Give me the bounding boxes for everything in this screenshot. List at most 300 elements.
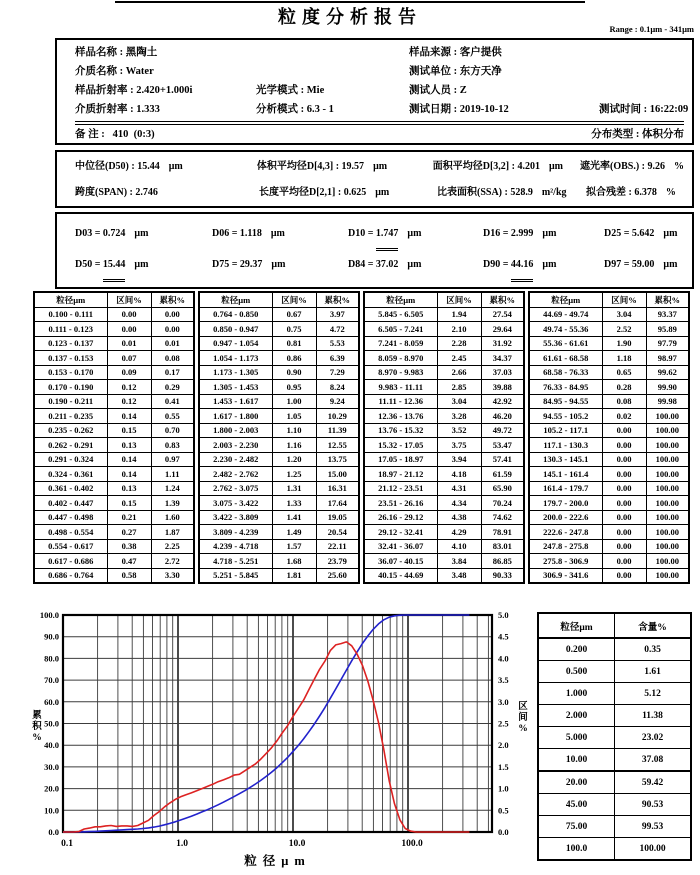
content-percent-cell: 5.12 [615,683,692,705]
table-row [199,481,359,496]
interval-percent-cell: 0.00 [602,467,646,482]
size-range-cell: 7.241 - 8.059 [364,336,437,351]
table-row [529,336,689,351]
result-summary-box [55,150,694,208]
table-row [538,727,691,749]
interval-percent-cell: 0.65 [602,365,646,380]
size-range-cell: 1.800 - 2.003 [199,423,272,438]
table-row [364,380,524,395]
content-percent-cell: 99.53 [615,816,692,838]
column-header: 粒径μm [538,613,615,638]
table-row [199,554,359,569]
summary-label-value: 比表面积(SSA) : 528.9 [437,187,533,198]
right-axis-tick-label: 0.5 [498,805,509,816]
column-header: 区间% [107,292,151,307]
table-row [34,568,194,583]
size-range-cell: 3.809 - 4.239 [199,525,272,540]
table-row [34,452,194,467]
size-range-cell: 2.230 - 2.482 [199,452,272,467]
size-range-cell: 0.498 - 0.554 [34,525,107,540]
d-value-name: D84 = [348,259,376,270]
size-range-cell: 8.059 - 8.970 [364,351,437,366]
table-row [34,365,194,380]
table-row [529,568,689,583]
size-range-cell: 5.845 - 6.505 [364,307,437,322]
table-row [199,568,359,583]
size-range-cell: 0.447 - 0.498 [34,510,107,525]
d-value-name: D03 = [75,228,103,239]
d-value-field [75,251,212,282]
cumulative-percent-cell: 15.00 [316,467,359,482]
content-percent-cell: 1.61 [615,661,692,683]
size-range-cell: 44.69 - 49.74 [529,307,602,322]
remark-row [75,121,684,146]
cumulative-percent-cell: 95.89 [646,322,689,337]
interval-percent-cell: 0.00 [602,568,646,583]
size-cell: 5.000 [538,727,615,749]
d-value-name: D06 = [212,228,240,239]
table-row [529,365,689,380]
interval-percent-cell: 1.68 [272,554,316,569]
table-row [199,409,359,424]
cumulative-percent-cell: 70.24 [481,496,524,511]
size-range-cell: 130.3 - 145.1 [529,452,602,467]
size-table-group [363,291,525,584]
cumulative-percent-cell: 53.47 [481,438,524,453]
table-row [199,438,359,453]
content-percent-table [537,612,692,861]
unit-label: μm [548,161,563,172]
cumulative-percent-cell: 1.11 [151,467,194,482]
size-range-cell: 6.505 - 7.241 [364,322,437,337]
size-range-cell: 3.075 - 3.422 [199,496,272,511]
interval-percent-cell: 4.34 [437,496,481,511]
cumulative-percent-cell: 100.00 [646,525,689,540]
d-value-field [75,220,212,251]
interval-percent-cell: 1.31 [272,481,316,496]
info-field: 样品来源 : 客户提供 [409,47,502,58]
table-row [529,539,689,554]
remark-field: 备 注 : 410 (0:3) [75,129,155,140]
d-value-field [212,220,348,251]
cumulative-percent-cell: 25.60 [316,568,359,583]
size-cell: 45.00 [538,794,615,816]
table-row [538,705,691,727]
table-row [364,481,524,496]
cumulative-percent-cell: 7.29 [316,365,359,380]
right-axis-title: % [518,724,528,734]
cumulative-percent-cell: 90.33 [481,568,524,583]
interval-percent-cell: 4.31 [437,481,481,496]
d-value-number: 2.999 [510,228,534,239]
left-axis-tick-label: 20.0 [44,783,59,794]
summary-label-value: 体积平均径D[4,3] : 19.57 [256,161,365,172]
info-field: 样品名称 : 黑陶土 [75,47,158,58]
interval-percent-cell: 0.00 [602,539,646,554]
size-range-cell: 5.251 - 5.845 [199,568,272,583]
d-value-name: D16 = [483,228,511,239]
size-range-cell: 40.15 - 44.69 [364,568,437,583]
cumulative-percent-cell: 83.01 [481,539,524,554]
size-range-cell: 179.7 - 200.0 [529,496,602,511]
info-row [75,100,689,119]
interval-percent-cell: 2.28 [437,336,481,351]
interval-percent-cell: 0.81 [272,336,316,351]
unit-label: μm [168,161,183,172]
info-field: 测试单位 : 东方天净 [409,66,502,77]
right-axis-tick-label: 0.0 [498,827,509,837]
interval-percent-cell: 2.66 [437,365,481,380]
left-axis-title: 积 [32,722,42,732]
info-field: 介质名称 : Water [75,66,154,77]
size-range-cell: 0.170 - 0.190 [34,380,107,395]
info-field: 光学模式 : Mie [256,85,325,96]
summary-field [433,154,580,180]
unit-label: % [665,187,676,198]
size-range-cell: 12.36 - 13.76 [364,409,437,424]
info-field: 样品折射率 : 2.420+1.000i [75,85,193,96]
size-range-cell: 0.137 - 0.153 [34,351,107,366]
cumulative-percent-cell: 31.92 [481,336,524,351]
right-axis-tick-label: 2.5 [498,718,509,729]
interval-percent-cell: 1.81 [272,568,316,583]
table-row [199,322,359,337]
content-percent-cell: 11.38 [615,705,692,727]
interval-percent-cell: 1.94 [437,307,481,322]
unit-label: μm [542,228,557,239]
d-value-field [483,220,604,251]
table-row [199,452,359,467]
interval-percent-cell: 2.45 [437,351,481,366]
column-header: 粒径μm [364,292,437,307]
summary-field [437,180,586,206]
size-range-cell: 0.554 - 0.617 [34,539,107,554]
interval-percent-cell: 0.00 [602,452,646,467]
size-range-cell: 0.153 - 0.170 [34,365,107,380]
size-range-cell: 306.9 - 341.6 [529,568,602,583]
cumulative-percent-cell: 23.79 [316,554,359,569]
size-range-cell: 1.173 - 1.305 [199,365,272,380]
left-axis-tick-label: 0.0 [48,827,59,837]
interval-percent-cell: 3.04 [602,307,646,322]
cumulative-percent-cell: 0.29 [151,380,194,395]
content-percent-cell: 59.42 [615,771,692,794]
interval-percent-cell: 0.13 [107,438,151,453]
table-row [529,394,689,409]
summary-field [75,154,257,180]
table-row [199,336,359,351]
cumulative-percent-cell: 57.41 [481,452,524,467]
info-field: 测试日期 : 2019-10-12 [409,104,509,115]
cumulative-percent-cell: 0.00 [151,322,194,337]
summary-label-value: 遮光率(OBS.) : 9.26 [580,161,665,172]
size-range-cell: 1.054 - 1.173 [199,351,272,366]
cumulative-percent-cell: 10.29 [316,409,359,424]
cumulative-percent-cell: 2.72 [151,554,194,569]
interval-percent-cell: 0.14 [107,409,151,424]
distribution-chart [28,606,533,872]
cumulative-percent-cell: 99.62 [646,365,689,380]
content-percent-cell: 37.08 [615,749,692,772]
d-value-number: 1.747 [376,220,399,251]
interval-percent-cell: 1.25 [272,467,316,482]
interval-percent-cell: 4.38 [437,510,481,525]
left-axis-tick-label: 70.0 [44,675,59,686]
table-row [34,481,194,496]
summary-field [586,180,676,206]
size-range-cell: 2.482 - 2.762 [199,467,272,482]
left-axis-tick-label: 10.0 [44,805,59,816]
size-range-cell: 29.12 - 32.41 [364,525,437,540]
d-value-field [604,220,677,251]
d-value-field [212,251,348,282]
interval-percent-cell: 1.00 [272,394,316,409]
interval-percent-cell: 0.00 [602,525,646,540]
interval-percent-cell: 3.52 [437,423,481,438]
interval-percent-cell: 1.18 [602,351,646,366]
size-range-cell: 161.4 - 179.7 [529,481,602,496]
cumulative-percent-cell: 1.87 [151,525,194,540]
interval-percent-cell: 4.29 [437,525,481,540]
right-axis-tick-label: 2.0 [498,740,509,751]
size-table-group [198,291,360,584]
content-table-header-row [538,613,691,638]
interval-percent-cell: 0.00 [602,481,646,496]
column-header: 累积% [646,292,689,307]
size-cell: 0.200 [538,638,615,661]
size-table-group [33,291,195,584]
column-header: 粒径μm [529,292,602,307]
interval-percent-cell: 0.58 [107,568,151,583]
interval-percent-cell: 0.01 [107,336,151,351]
summary-label-value: 面积平均径D[3,2] : 4.201 [432,161,540,172]
content-percent-cell: 0.35 [615,638,692,661]
table-row [364,510,524,525]
d-value-number: 44.16 [511,251,534,282]
cumulative-percent-cell: 34.37 [481,351,524,366]
table-row [364,409,524,424]
size-range-cell: 0.764 - 0.850 [199,307,272,322]
size-range-cell: 94.55 - 105.2 [529,409,602,424]
d-value-name: D50 = [75,259,103,270]
interval-percent-cell: 1.33 [272,496,316,511]
interval-percent-cell: 0.00 [602,496,646,511]
table-row [529,467,689,482]
table-row [529,307,689,322]
interval-percent-cell: 4.18 [437,467,481,482]
left-axis-title: % [32,733,42,743]
cumulative-percent-cell: 0.08 [151,351,194,366]
size-cell: 10.00 [538,749,615,772]
d-value-number: 15.44 [103,251,126,282]
interval-percent-cell: 3.75 [437,438,481,453]
size-range-cell: 1.305 - 1.453 [199,380,272,395]
cumulative-percent-cell: 37.03 [481,365,524,380]
table-row [364,351,524,366]
interval-percent-cell: 1.16 [272,438,316,453]
table-row [364,336,524,351]
interval-percent-cell: 0.00 [602,423,646,438]
cumulative-percent-cell: 100.00 [646,481,689,496]
size-range-cell: 2.762 - 3.075 [199,481,272,496]
interval-percent-cell: 4.10 [437,539,481,554]
table-row [34,380,194,395]
size-range-cell: 0.190 - 0.211 [34,394,107,409]
interval-percent-cell: 0.07 [107,351,151,366]
info-field: 分析模式 : 6.3 - 1 [256,104,334,115]
x-axis-tick-label: 0.1 [61,839,73,849]
interval-percent-cell: 0.75 [272,322,316,337]
interval-percent-cell: 0.00 [107,322,151,337]
cumulative-percent-cell: 99.90 [646,380,689,395]
cumulative-percent-cell: 100.00 [646,409,689,424]
right-axis-tick-label: 4.5 [498,631,509,642]
size-table-header-row [199,292,359,307]
interval-percent-cell: 3.48 [437,568,481,583]
unit-label: μm [271,259,286,270]
cumulative-percent-cell: 93.37 [646,307,689,322]
table-row [199,307,359,322]
cumulative-percent-cell: 0.97 [151,452,194,467]
info-row [75,62,684,81]
size-range-cell: 4.718 - 5.251 [199,554,272,569]
right-axis-tick-label: 3.0 [498,696,509,707]
table-row [199,525,359,540]
right-axis-tick-label: 1.5 [498,761,509,772]
size-cell: 20.00 [538,771,615,794]
cumulative-percent-cell: 17.64 [316,496,359,511]
table-row [538,661,691,683]
size-range-cell: 13.76 - 15.32 [364,423,437,438]
cumulative-percent-cell: 46.20 [481,409,524,424]
column-header: 区间% [272,292,316,307]
column-header: 累积% [151,292,194,307]
cumulative-percent-cell: 100.00 [646,452,689,467]
info-field: 测试人员 : Z [409,85,467,96]
table-row [34,394,194,409]
column-header: 区间% [602,292,646,307]
table-row [364,365,524,380]
column-header: 粒径μm [34,292,107,307]
distribution-type-field: 分布类型 : 体积分布 [591,129,684,140]
interval-percent-cell: 0.09 [107,365,151,380]
interval-percent-cell: 0.90 [272,365,316,380]
cumulative-percent-cell: 86.85 [481,554,524,569]
interval-percent-cell: 3.28 [437,409,481,424]
cumulative-percent-cell: 65.90 [481,481,524,496]
table-row [199,467,359,482]
table-row [529,380,689,395]
cumulative-percent-cell: 27.54 [481,307,524,322]
interval-percent-cell: 0.15 [107,496,151,511]
interval-percent-cell: 0.12 [107,394,151,409]
cumulative-percent-cell: 16.31 [316,481,359,496]
size-range-cell: 4.239 - 4.718 [199,539,272,554]
d-value-row [75,220,684,251]
cumulative-percent-cell: 97.79 [646,336,689,351]
cumulative-percent-cell: 100.00 [646,539,689,554]
table-row [364,322,524,337]
size-cell: 75.00 [538,816,615,838]
table-row [538,816,691,838]
table-row [34,554,194,569]
cumulative-percent-cell: 0.83 [151,438,194,453]
table-row [199,380,359,395]
size-range-cell: 222.6 - 247.8 [529,525,602,540]
right-axis-title: 区 [518,702,528,712]
cumulative-percent-cell: 2.25 [151,539,194,554]
cumulative-percent-cell: 98.97 [646,351,689,366]
table-row [34,438,194,453]
d-value-row [75,251,684,282]
unit-label: μm [663,259,678,270]
cumulative-percent-cell: 42.92 [481,394,524,409]
table-row [364,394,524,409]
size-range-cell: 3.422 - 3.809 [199,510,272,525]
unit-label: μm [134,228,149,239]
interval-percent-cell: 0.12 [107,380,151,395]
summary-label-value: 长度平均径D[2,1] : 0.625 [259,187,367,198]
table-row [529,452,689,467]
info-field: 介质折射率 : 1.333 [75,104,160,115]
cumulative-percent-cell: 100.00 [646,423,689,438]
table-row [364,467,524,482]
interval-percent-cell: 0.67 [272,307,316,322]
cumulative-percent-cell: 9.24 [316,394,359,409]
table-row [538,683,691,705]
cumulative-percent-cell: 39.88 [481,380,524,395]
size-range-cell: 247.8 - 275.8 [529,539,602,554]
size-range-cell: 200.0 - 222.6 [529,510,602,525]
interval-percent-cell: 3.94 [437,452,481,467]
cumulative-percent-cell: 0.17 [151,365,194,380]
content-percent-cell: 23.02 [615,727,692,749]
cumulative-percent-cell: 61.59 [481,467,524,482]
cumulative-percent-cell: 1.24 [151,481,194,496]
interval-percent-cell: 0.21 [107,510,151,525]
column-header: 累积% [316,292,359,307]
unit-label: m²/kg [541,187,567,198]
table-row [199,423,359,438]
table-row [34,525,194,540]
cumulative-percent-cell: 74.62 [481,510,524,525]
cumulative-percent-cell: 12.55 [316,438,359,453]
cumulative-percent-cell: 1.39 [151,496,194,511]
cumulative-percent-cell: 6.39 [316,351,359,366]
table-row [529,481,689,496]
cumulative-percent-cell: 0.01 [151,336,194,351]
table-row [529,438,689,453]
size-cell: 1.000 [538,683,615,705]
cumulative-percent-cell: 100.00 [646,467,689,482]
interval-percent-cell: 0.02 [602,409,646,424]
x-axis-tick-label: 10.0 [288,839,306,849]
size-cell: 2.000 [538,705,615,727]
cumulative-percent-cell: 0.41 [151,394,194,409]
summary-label-value: 中位径(D50) : 15.44 [75,161,160,172]
cumulative-percent-cell: 3.97 [316,307,359,322]
d-value-field [483,251,604,282]
size-range-cell: 117.1 - 130.3 [529,438,602,453]
size-distribution-table [33,291,690,584]
cumulative-percent-cell: 100.00 [646,554,689,569]
table-row [538,749,691,772]
table-row [529,351,689,366]
table-row [529,409,689,424]
unit-label: % [674,161,684,172]
interval-percent-cell: 0.00 [602,438,646,453]
right-axis-tick-label: 5.0 [498,610,509,620]
